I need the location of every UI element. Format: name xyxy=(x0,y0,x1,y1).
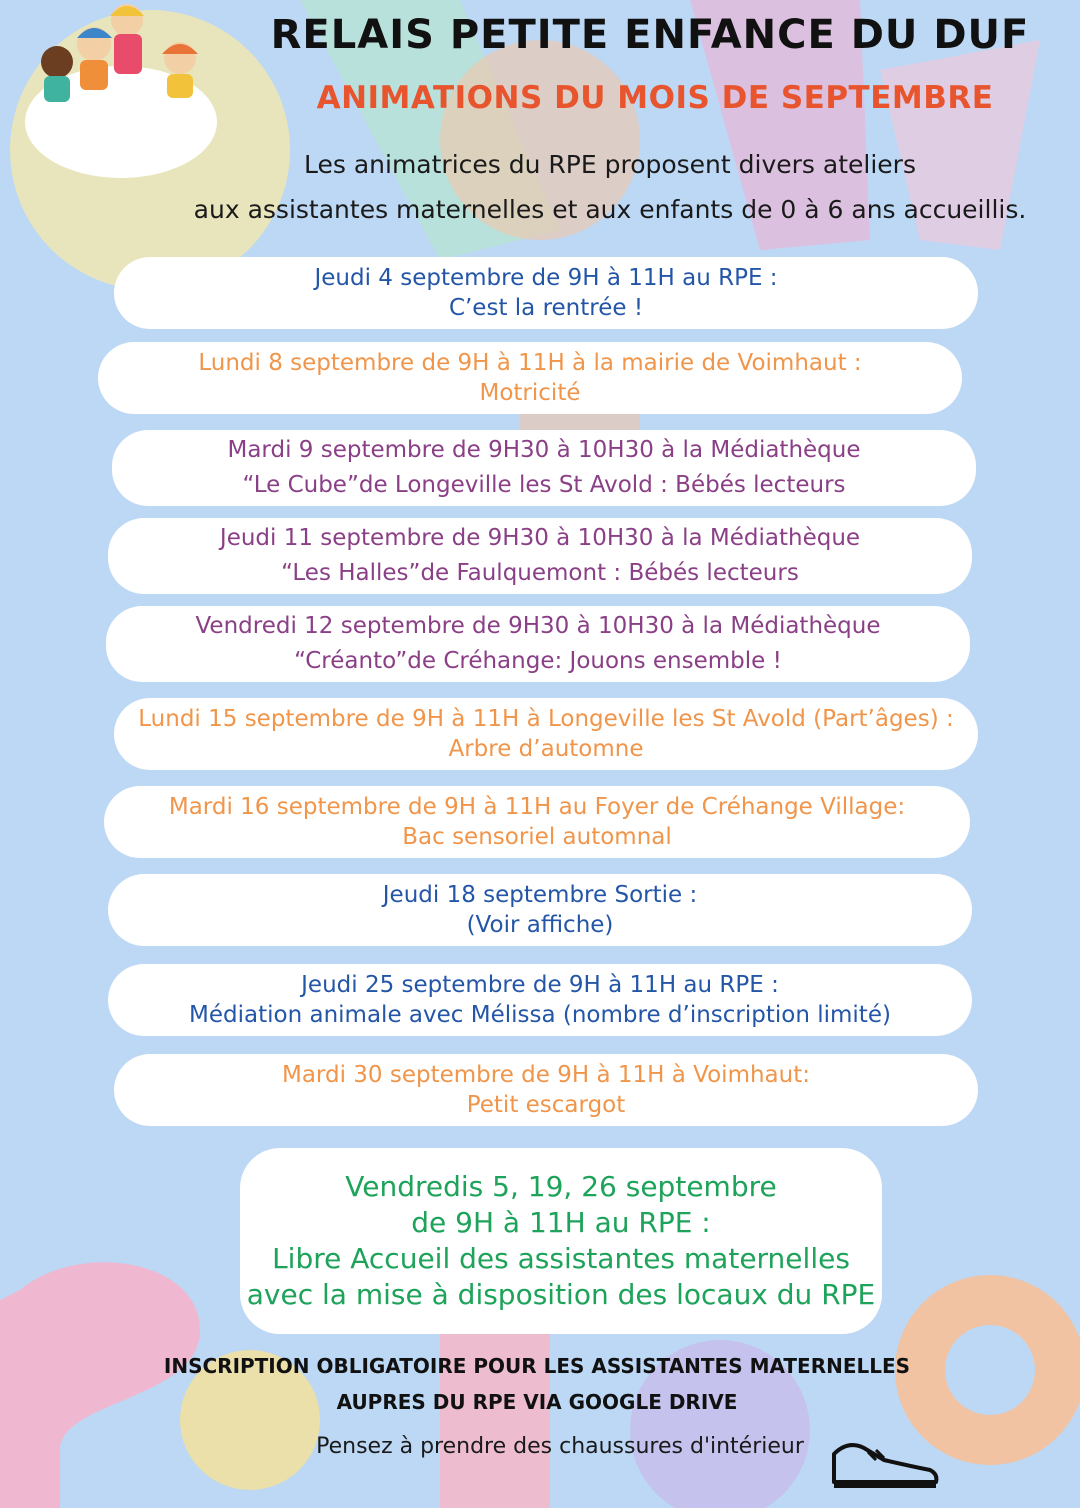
shoes-reminder: Pensez à prendre des chaussures d'intérieur xyxy=(316,1434,804,1459)
intro-text: Les animatrices du RPE proposent divers ateliers aux assistantes maternelles et aux enfants de 0 à 6 ans accueillis. xyxy=(193,150,1027,224)
event-card: Jeudi 18 septembre Sortie : (Voir affiche) xyxy=(108,874,972,946)
page-subtitle: ANIMATIONS DU MOIS DE SEPTEMBRE xyxy=(316,80,994,116)
event-card: Vendredi 12 septembre de 9H30 à 10H30 à la Médiathèque “Créanto”de Créhange: Jouons ensemble ! xyxy=(106,606,970,682)
libre-accueil-card: Vendredis 5, 19, 26 septembre de 9H à 11H au RPE : Libre Accueil des assistantes maternelles avec la mise à disposition des locaux du RPE xyxy=(240,1148,882,1334)
event-card: Lundi 8 septembre de 9H à 11H à la mairie de Voimhaut : Motricité xyxy=(98,342,962,414)
event-card: Mardi 30 septembre de 9H à 11H à Voimhaut: Petit escargot xyxy=(114,1054,978,1126)
page-title: RELAIS PETITE ENFANCE DU DUF xyxy=(270,12,1030,58)
shoe-icon xyxy=(830,1430,940,1492)
event-card: Jeudi 11 septembre de 9H30 à 10H30 à la Médiathèque “Les Halles”de Faulquemont : Bébés lecteurs xyxy=(108,518,972,594)
event-card: Lundi 15 septembre de 9H à 11H à Longeville les St Avold (Part’âges) : Arbre d’automne xyxy=(114,698,978,770)
registration-notice: INSCRIPTION OBLIGATOIRE POUR LES ASSISTANTES MATERNELLES AUPRES DU RPE VIA GOOGLE DRIVE xyxy=(163,1354,911,1414)
event-card: Jeudi 4 septembre de 9H à 11H au RPE : C’est la rentrée ! xyxy=(114,257,978,329)
event-card: Mardi 16 septembre de 9H à 11H au Foyer de Créhange Village: Bac sensoriel automnal xyxy=(104,786,970,858)
event-card: Jeudi 25 septembre de 9H à 11H au RPE : Médiation animale avec Mélissa (nombre d’inscription limité) xyxy=(108,964,972,1036)
event-card: Mardi 9 septembre de 9H30 à 10H30 à la Médiathèque “Le Cube”de Longeville les St Avold : Bébés lecteurs xyxy=(112,430,976,506)
